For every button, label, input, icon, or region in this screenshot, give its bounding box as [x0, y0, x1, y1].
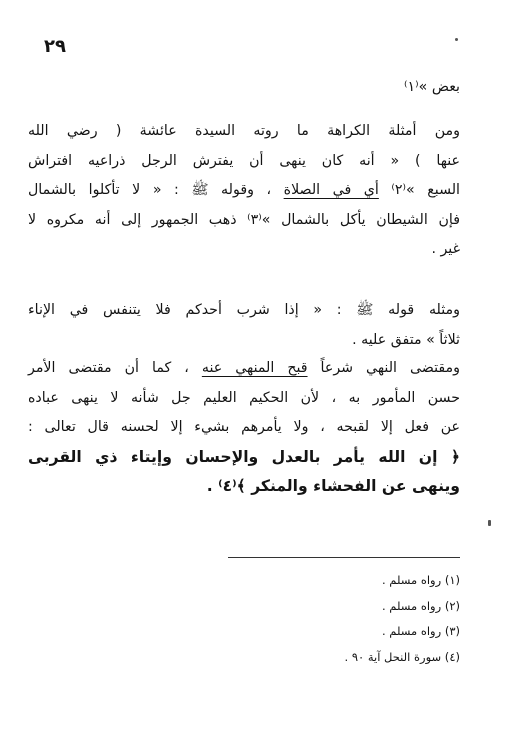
text-segment: ومقتضى النهي شرعاً: [307, 360, 460, 376]
underlined-phrase: قبح المنهي عنه: [201, 360, 308, 376]
footnote: (٤) سورة النحل آية ٩٠ .: [344, 649, 460, 664]
text-segment: السبع »⁽٢⁾: [378, 182, 460, 199]
quran-verse-line: ﴿ إن الله يأمر بالعدل والإحسان وإيتاء ذي القربى: [28, 447, 460, 466]
text-line: عن فعل إلا لقبحه ، ولا يأمرهم بشيء إلا لحسنه قال تعالى :: [28, 419, 460, 436]
text-line: ثلاثاً » متفق عليه .: [352, 331, 460, 348]
text-line: فإن الشيطان يأكل بالشمال »⁽٣⁾ ذهب الجمهور إلى أنه مكروه لا: [28, 211, 460, 228]
text-line: غير .: [431, 241, 460, 258]
footnote: (٢) رواه مسلم .: [381, 598, 460, 613]
footnote: (١) رواه مسلم .: [381, 573, 460, 587]
text-line: حسن المأمور به ، لأن الحكيم العليم جل شأنه لا ينهى عباده: [28, 389, 460, 406]
paragraph-drinking-hadith: [28, 296, 460, 355]
text-line: ومثله قوله ﷺ : « إذا شرب أحدكم فلا يتنفس في الإناء: [28, 302, 460, 318]
paragraph-prohibition-meaning: [28, 354, 460, 502]
text-line: ومن أمثلة الكراهة ما روته السيدة عائشة ( رضي الله: [28, 123, 460, 139]
text-line: عنها ) « أنه كان ينهى أن يفترش الرجل ذراعيه افتراش: [28, 152, 460, 169]
text-line: [28, 176, 460, 206]
paragraph-karaha-examples: [28, 117, 460, 265]
print-speck: [488, 520, 491, 526]
quran-verse-line: وينهى عن الفحشاء والمنكر ﴾⁽٤⁾ .: [206, 477, 460, 496]
footnote-divider: [228, 557, 460, 558]
footnote: (٣) رواه مسلم .: [381, 624, 460, 638]
print-speck: [455, 38, 458, 41]
footnotes: [200, 568, 460, 670]
page-number: ٢٩: [44, 36, 66, 57]
paragraph-continuation: [28, 73, 460, 103]
text-line: [28, 354, 460, 384]
text-line: بعض »⁽١⁾: [404, 79, 460, 95]
underlined-phrase: أي في الصلاة: [283, 182, 379, 199]
text-segment: ، وقوله ﷺ : « لا تأكلوا بالشمال: [28, 182, 284, 199]
text-segment: ، كما أن مقتضى الأمر: [28, 360, 202, 376]
